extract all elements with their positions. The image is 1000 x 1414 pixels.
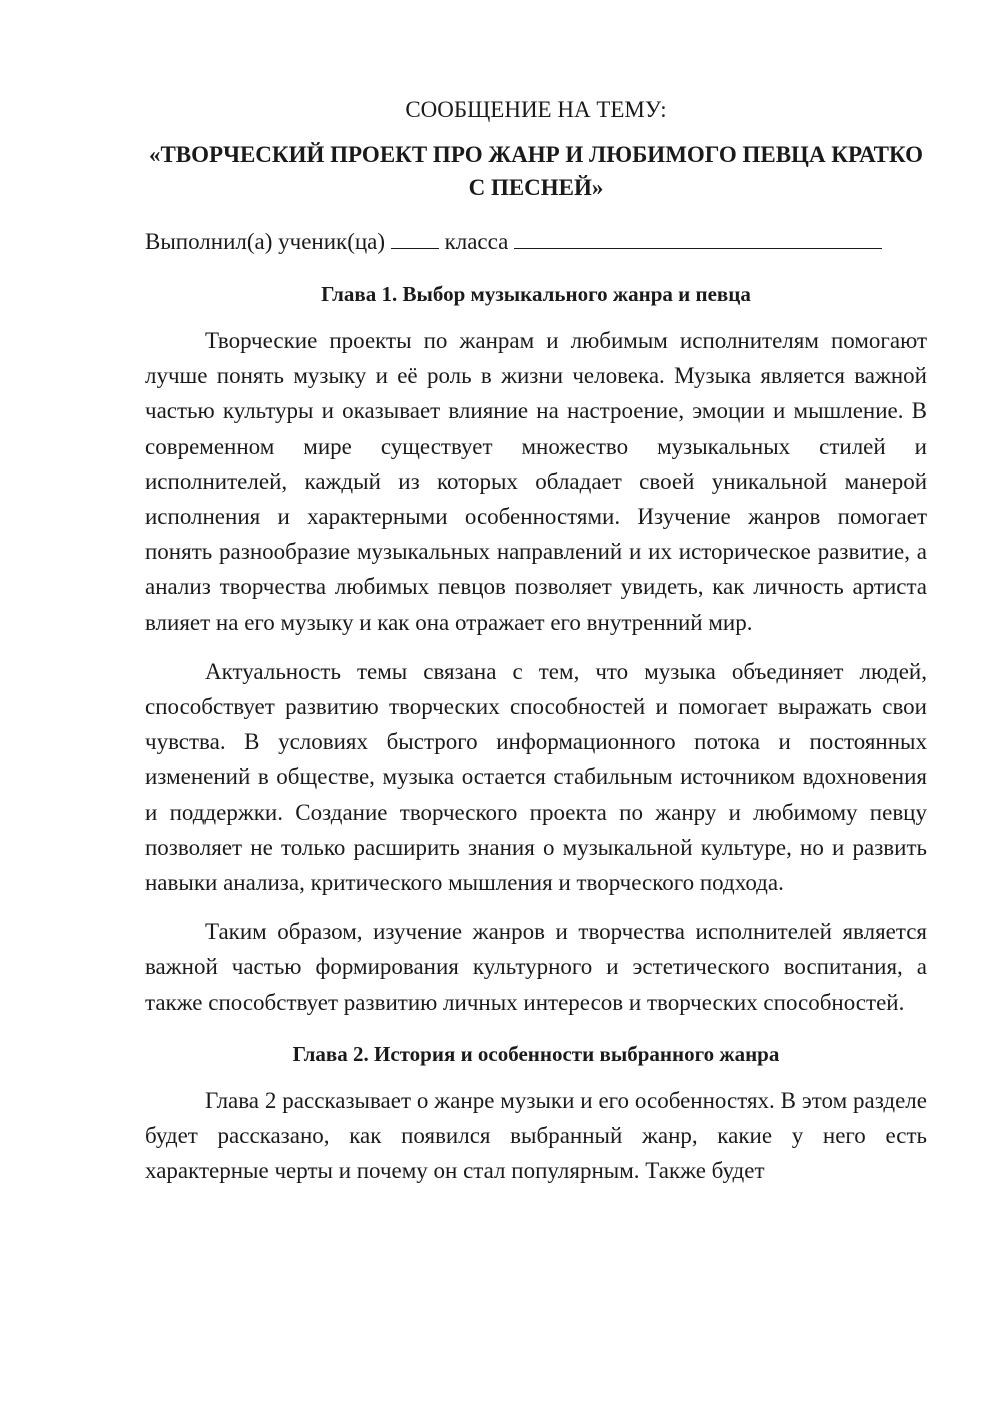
chapter-1-paragraph-1: Творческие проекты по жанрам и любимым исполнителям помогают лучше понять музыку и её роль в жизни человека. Музыка является важной частью культуры и оказывает влияние на настроение, эмоции и мышление. В современном мире существует множество музыкальных стилей и исполнителей, каждый из которых обладает своей уникальной манерой исполнения и характерными особенностями. Изучение жанров помогает понять разнообразие музыкальных направлений и их историческое развитие, а анализ творчества любимых певцов позволяет увидеть, как личность артиста влияет на его музыку и как она отражает его внутренний мир. (145, 328, 927, 635)
chapter-2-paragraph-1: Глава 2 рассказывает о жанре музыки и его особенностях. В этом разделе будет рассказано, как появился выбранный жанр, какие у него есть характерные черты и почему он стал популярным. Также будет (145, 1087, 927, 1184)
student-name-blank (514, 226, 882, 249)
chapter-1-paragraph-3: Таким образом, изучение жанров и творчества исполнителей является важной частью формирования культурного и эстетического воспитания, а также способствует развитию личных интересов и творческих способностей. (145, 919, 927, 1015)
class-label: класса (444, 229, 509, 254)
chapter-1-paragraph-2: Актуальность темы связана с тем, что музыка объединяет людей, способствует развитию творческих способностей и помогает выражать свои чувства. В условиях быстрого информационного потока и постоянных изменений в обществе, музыка остается стабильным источником вдохновения и поддержки. Создание творческого проекта по жанру и любимому певцу позволяет не только расширить знания о музыкальной культуре, но и развить навыки анализа, критического мышления и творческого подхода. (145, 658, 927, 896)
performer-prefix: Выполнил(а) ученик(ца) (145, 229, 386, 254)
chapter-1-heading: Глава 1. Выбор музыкального жанра и певца (321, 282, 751, 306)
class-number-blank (391, 226, 439, 249)
document-page (145, 94, 927, 1202)
performer-line (145, 226, 927, 258)
chapter-2-heading: Глава 2. История и особенности выбранного жанра (292, 1041, 780, 1066)
document-header: СООБЩЕНИЕ НА ТЕМУ: (405, 97, 667, 122)
document-title: «ТВОРЧЕСКИЙ ПРОЕКТ ПРО ЖАНР И ЛЮБИМОГО ПЕВЦА КРАТКО С ПЕСНЕЙ» (148, 142, 924, 200)
